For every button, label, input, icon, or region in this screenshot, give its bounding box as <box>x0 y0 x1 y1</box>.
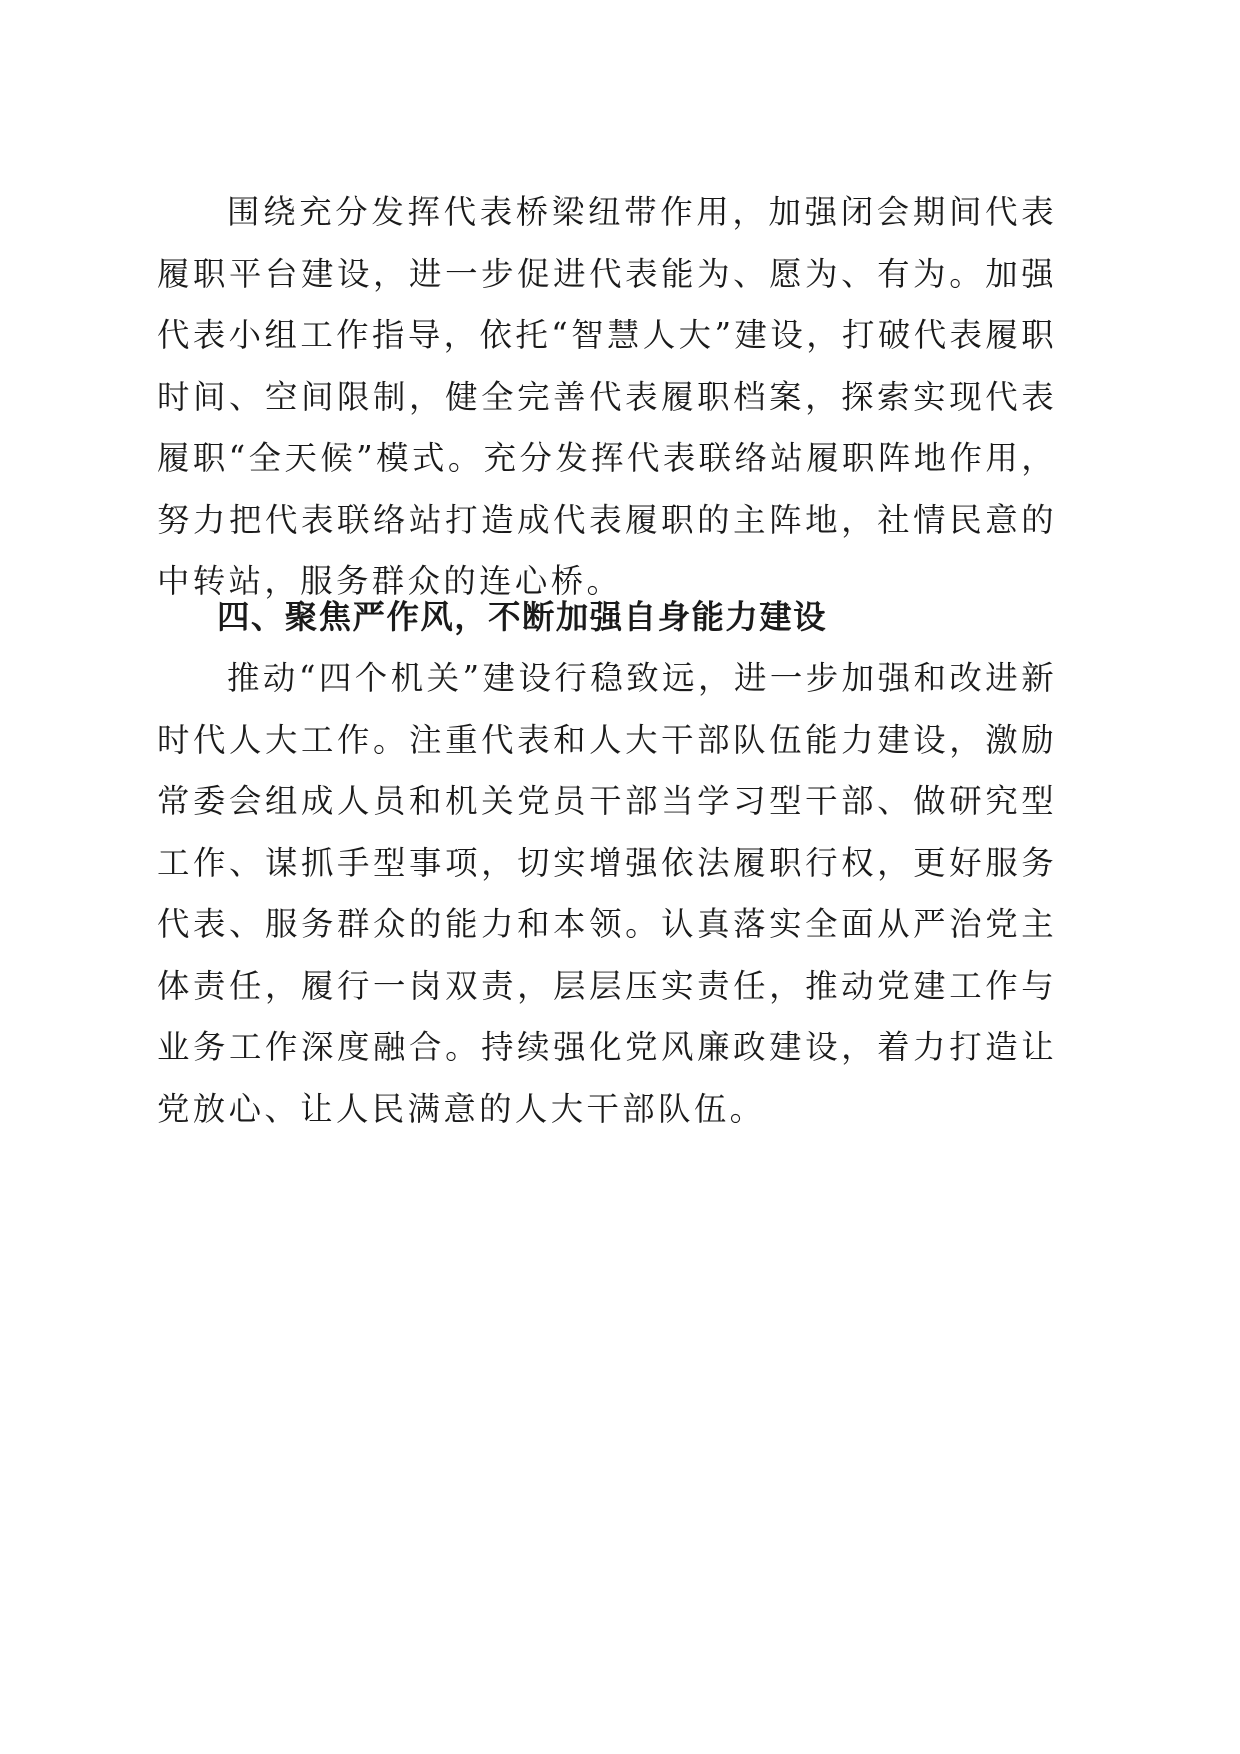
body-paragraph: 围绕充分发挥代表桥梁纽带作用，加强闭会期间代表履职平台建设，进一步促进代表能为、愿为、有为。加强代表小组工作指导，依托“智慧人大”建设，打破代表履职时间、空间限制，健全完善代表履职档案，探索实现代表履职“全天候”模式。充分发挥代表联络站履职阵地作用，努力把代表联络站打造成代表履职的主阵地，社情民意的中转站，服务群众的连心桥。 <box>157 193 1057 600</box>
body-paragraph: 推动“四个机关”建设行稳致远，进一步加强和改进新时代人大工作。注重代表和人大干部队伍能力建设，激励常委会组成人员和机关党员干部当学习型干部、做研究型工作、谋抓手型事项，切实增强依法履职行权，更好服务代表、服务群众的能力和本领。认真落实全面从严治党主体责任，履行一岗双责，层层压实责任，推动党建工作与业务工作深度融合。持续强化党风廉政建设，着力打造让党放心、让人民满意的人大干部队伍。 <box>157 659 1057 1128</box>
section-heading-block <box>157 587 1057 649</box>
body-section-2 <box>157 648 1057 1140</box>
body-section-1 <box>157 182 1057 613</box>
section-heading: 四、聚焦严作风，不断加强自身能力建设 <box>217 598 828 636</box>
